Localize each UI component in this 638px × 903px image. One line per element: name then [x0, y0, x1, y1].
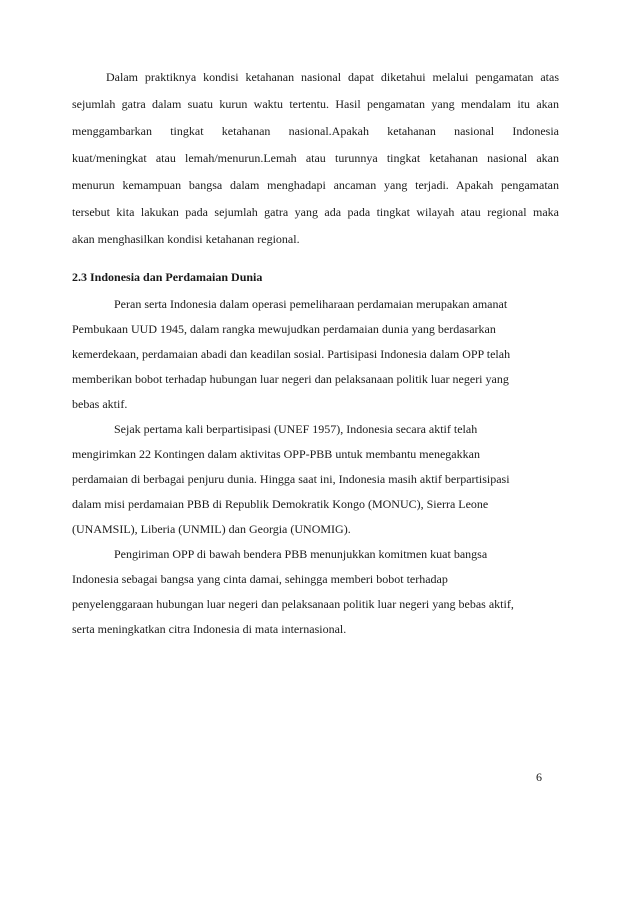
paragraph-1-line: tersebut kita lakukan pada sejumlah gatra yang ada pada tingkat wilayah atau regional maka	[72, 205, 559, 219]
paragraph-3-line: dalam misi perdamaian PBB di Republik Demokratik Kongo (MONUC), Sierra Leone	[72, 497, 489, 511]
paragraph-4-line: serta meningkatkan citra Indonesia di mata internasional.	[72, 622, 347, 636]
paragraph-3-line: (UNAMSIL), Liberia (UNMIL) dan Georgia (UNOMIG).	[72, 522, 351, 536]
paragraph-1-line: menggambarkan tingkat ketahanan nasional.Apakah ketahanan nasional Indonesia	[72, 124, 559, 138]
paragraph-1-line: Dalam praktiknya kondisi ketahanan nasional dapat diketahui melalui pengamatan atas	[106, 70, 559, 84]
paragraph-4-line: Indonesia sebagai bangsa yang cinta damai, sehingga memberi bobot terhadap	[72, 572, 448, 586]
paragraph-3-line: perdamaian di berbagai penjuru dunia. Hingga saat ini, Indonesia masih aktif berpartisipasi	[72, 472, 510, 486]
section-heading: 2.3 Indonesia dan Perdamaian Dunia	[72, 270, 263, 284]
paragraph-4-line: penyelenggaraan hubungan luar negeri dan pelaksanaan politik luar negeri yang bebas aktif,	[72, 597, 514, 611]
paragraph-1-line: sejumlah gatra dalam suatu kurun waktu tertentu. Hasil pengamatan yang mendalam itu akan	[72, 97, 559, 111]
paragraph-2-line: Peran serta Indonesia dalam operasi pemeliharaan perdamaian merupakan amanat	[114, 297, 508, 311]
paragraph-4-line: Pengiriman OPP di bawah bendera PBB menunjukkan komitmen kuat bangsa	[114, 547, 488, 561]
paragraph-1-line: akan menghasilkan kondisi ketahanan regional.	[72, 232, 300, 246]
paragraph-2-line: Pembukaan UUD 1945, dalam rangka mewujudkan perdamaian dunia yang berdasarkan	[72, 322, 496, 336]
paragraph-2-line: kemerdekaan, perdamaian abadi dan keadilan sosial. Partisipasi Indonesia dalam OPP telah	[72, 347, 511, 361]
paragraph-3-line: mengirimkan 22 Kontingen dalam aktivitas OPP-PBB untuk membantu menegakkan	[72, 447, 480, 461]
paragraph-2-line: bebas aktif.	[72, 397, 128, 411]
page-number: 6	[536, 770, 542, 784]
paragraph-3-line: Sejak pertama kali berpartisipasi (UNEF 1957), Indonesia secara aktif telah	[114, 422, 478, 436]
paragraph-1-line: kuat/meningkat atau lemah/menurun.Lemah atau turunnya tingkat ketahanan nasional akan	[72, 151, 559, 165]
paragraph-1-line: menurun kemampuan bangsa dalam menghadapi ancaman yang terjadi. Apakah pengamatan	[72, 178, 559, 192]
paragraph-2-line: memberikan bobot terhadap hubungan luar negeri dan pelaksanaan politik luar negeri yang	[72, 372, 509, 386]
